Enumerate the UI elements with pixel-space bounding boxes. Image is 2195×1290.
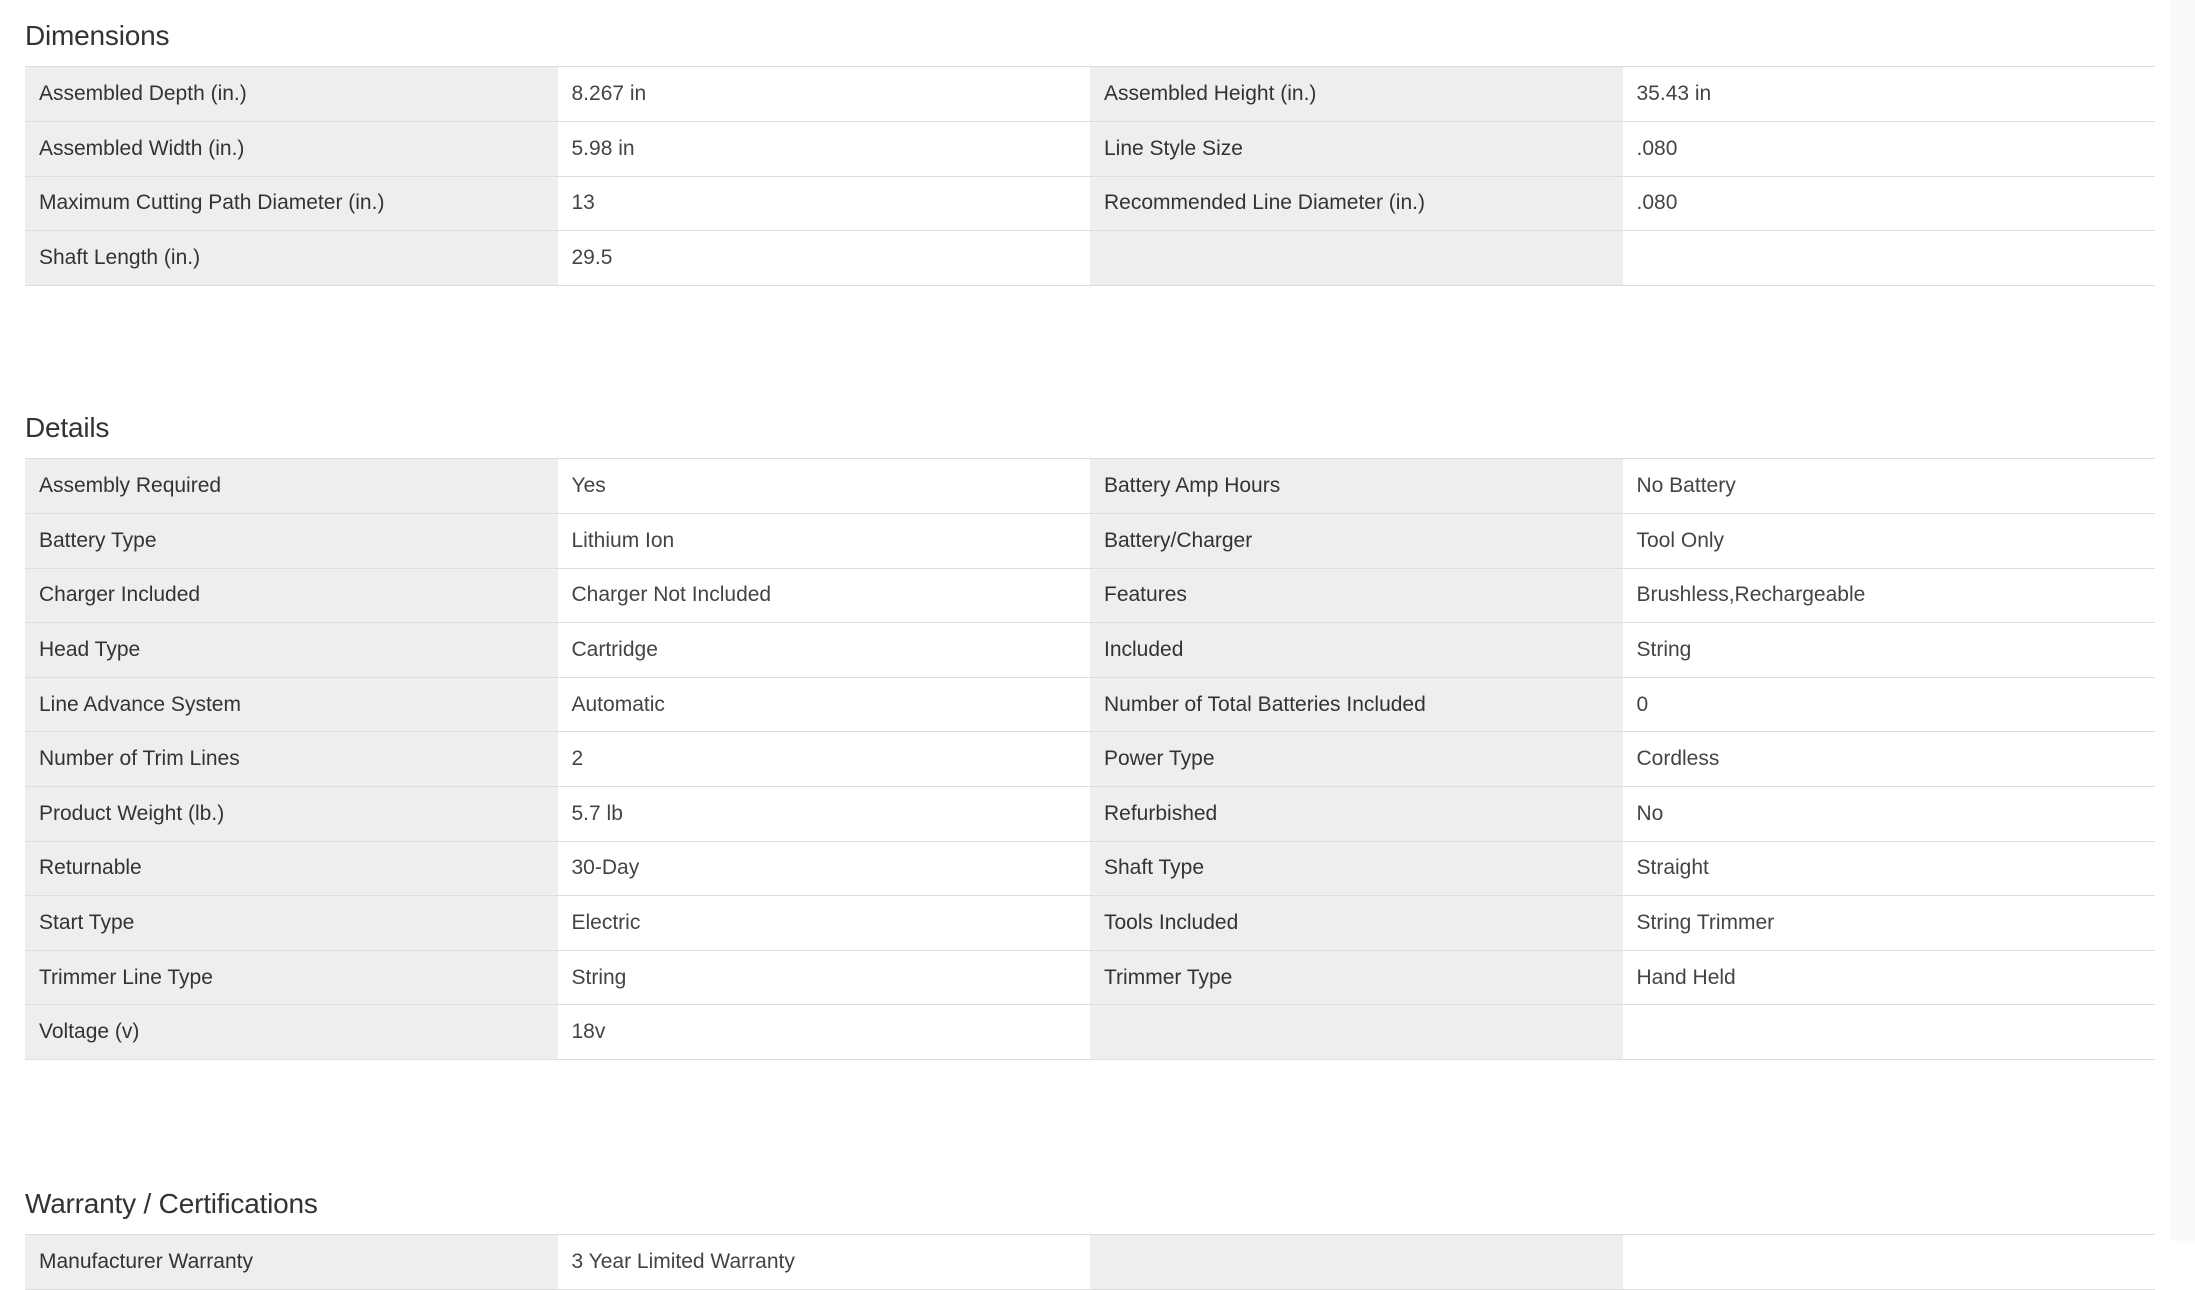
- spec-value: String Trimmer: [1623, 896, 2156, 951]
- spec-label: Power Type: [1090, 732, 1623, 787]
- spec-label: [1090, 231, 1623, 286]
- spec-label: Number of Total Batteries Included: [1090, 677, 1623, 732]
- spec-row: [25, 568, 2155, 623]
- spec-value: Tool Only: [1623, 513, 2156, 568]
- spec-label: Battery Type: [25, 513, 558, 568]
- spec-value: 35.43 in: [1623, 67, 2156, 122]
- spec-label: Included: [1090, 623, 1623, 678]
- spec-row: [25, 1005, 2155, 1060]
- spec-label: Assembled Depth (in.): [25, 67, 558, 122]
- spec-row: [25, 231, 2155, 286]
- spec-row: [25, 176, 2155, 231]
- spec-label: Product Weight (lb.): [25, 786, 558, 841]
- spec-value: Cordless: [1623, 732, 2156, 787]
- spec-row: [25, 122, 2155, 177]
- spec-label: Assembled Height (in.): [1090, 67, 1623, 122]
- spec-value: 13: [558, 176, 1091, 231]
- spec-value: 5.98 in: [558, 122, 1091, 177]
- section-title-warranty: Warranty / Certifications: [25, 1168, 2155, 1235]
- dimensions-table: [25, 67, 2155, 286]
- spec-value: 0: [1623, 677, 2156, 732]
- vertical-scrollbar[interactable]: [2170, 0, 2195, 1241]
- spec-label: Number of Trim Lines: [25, 732, 558, 787]
- spec-label: Returnable: [25, 841, 558, 896]
- spec-value: .080: [1623, 122, 2156, 177]
- spec-row: [25, 67, 2155, 122]
- spec-value: Yes: [558, 459, 1091, 514]
- spec-value: .080: [1623, 176, 2156, 231]
- spec-value: 18v: [558, 1005, 1091, 1060]
- spec-row: [25, 1235, 2155, 1290]
- spec-value: No Battery: [1623, 459, 2156, 514]
- spec-value: 2: [558, 732, 1091, 787]
- spec-row: [25, 513, 2155, 568]
- spec-label: Voltage (v): [25, 1005, 558, 1060]
- spec-label: Assembly Required: [25, 459, 558, 514]
- spec-label: Start Type: [25, 896, 558, 951]
- spec-label: Features: [1090, 568, 1623, 623]
- spec-label: Charger Included: [25, 568, 558, 623]
- spec-row: [25, 732, 2155, 787]
- spec-label: Maximum Cutting Path Diameter (in.): [25, 176, 558, 231]
- spec-value: 30-Day: [558, 841, 1091, 896]
- spec-label: Battery/Charger: [1090, 513, 1623, 568]
- spec-row: [25, 677, 2155, 732]
- spec-label: Trimmer Line Type: [25, 950, 558, 1005]
- spec-label: Line Style Size: [1090, 122, 1623, 177]
- spec-value: Charger Not Included: [558, 568, 1091, 623]
- spec-label: Manufacturer Warranty: [25, 1235, 558, 1290]
- spec-row: [25, 896, 2155, 951]
- spec-value: Hand Held: [1623, 950, 2156, 1005]
- spec-value: Electric: [558, 896, 1091, 951]
- spec-label: [1090, 1235, 1623, 1290]
- spec-label: Trimmer Type: [1090, 950, 1623, 1005]
- details-table: [25, 459, 2155, 1060]
- spec-label: Shaft Length (in.): [25, 231, 558, 286]
- spec-row: [25, 623, 2155, 678]
- spec-label: Tools Included: [1090, 896, 1623, 951]
- spec-label: Refurbished: [1090, 786, 1623, 841]
- spec-value: Cartridge: [558, 623, 1091, 678]
- spec-value: 8.267 in: [558, 67, 1091, 122]
- spec-value: Straight: [1623, 841, 2156, 896]
- spec-label: Shaft Type: [1090, 841, 1623, 896]
- spec-row: [25, 459, 2155, 514]
- spec-row: [25, 786, 2155, 841]
- section-title-details: Details: [25, 392, 2155, 459]
- spec-value: String: [558, 950, 1091, 1005]
- spec-row: [25, 841, 2155, 896]
- section-spacer: [25, 1060, 2155, 1168]
- spec-label: Battery Amp Hours: [1090, 459, 1623, 514]
- section-title-dimensions: Dimensions: [25, 0, 2155, 67]
- spec-label: [1090, 1005, 1623, 1060]
- warranty-table: [25, 1235, 2155, 1290]
- spec-value: 5.7 lb: [558, 786, 1091, 841]
- spec-value: 3 Year Limited Warranty: [558, 1235, 1091, 1290]
- spec-label: Head Type: [25, 623, 558, 678]
- spec-value: Lithium Ion: [558, 513, 1091, 568]
- spec-value: 29.5: [558, 231, 1091, 286]
- spec-label: Recommended Line Diameter (in.): [1090, 176, 1623, 231]
- spec-value: String: [1623, 623, 2156, 678]
- spec-row: [25, 950, 2155, 1005]
- spec-value: No: [1623, 786, 2156, 841]
- section-spacer: [25, 286, 2155, 392]
- spec-value: [1623, 1235, 2156, 1290]
- spec-value: [1623, 231, 2156, 286]
- spec-value: Brushless,Rechargeable: [1623, 568, 2156, 623]
- spec-label: Line Advance System: [25, 677, 558, 732]
- spec-value: Automatic: [558, 677, 1091, 732]
- spec-label: Assembled Width (in.): [25, 122, 558, 177]
- specifications-page: [25, 0, 2155, 1290]
- spec-value: [1623, 1005, 2156, 1060]
